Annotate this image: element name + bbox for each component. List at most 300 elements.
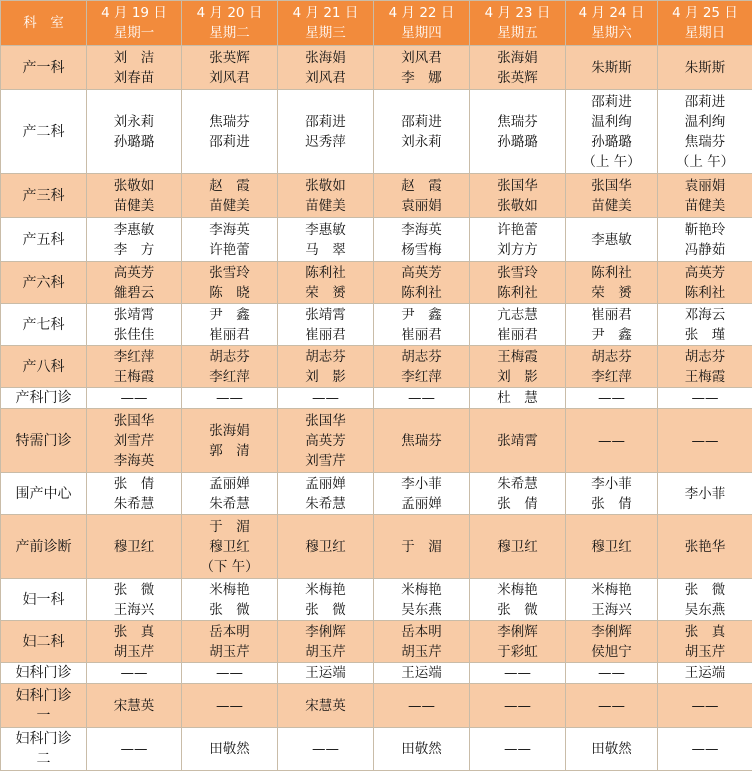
doctor-name: 马 翠 [305,241,346,258]
duty-cell [278,262,374,304]
duty-cell [87,262,182,304]
doctor-name: 孟丽婵 [401,495,442,512]
doctor-name: 陈利社 [591,264,632,281]
doctor-name: 张 真 [113,623,155,640]
schedule-row [1,174,752,218]
doctor-name: 王运端 [305,665,346,681]
doctor-name: 胡玉芹 [305,643,346,660]
doctor-name: 高英芳 [684,264,726,281]
doctor-name: 王梅霞 [684,368,726,385]
dept-name-cell [1,515,87,579]
doctor-name: 于 湄 [209,518,250,535]
duty-cell [278,621,374,663]
day-header [278,1,374,46]
doctor-name: 刘永莉 [113,113,155,130]
duty-cell [374,409,470,473]
header-row [1,1,752,46]
duty-cell [87,174,182,218]
doctor-name: 张 微 [209,601,250,618]
doctor-name: 田敬然 [401,741,442,757]
doctor-name: 王运端 [401,665,442,681]
day-weekday: 星期五 [497,25,538,41]
doctor-name: 陈利社 [305,264,346,281]
duty-cell [470,473,566,515]
schedule-row [1,684,752,728]
day-date: 4 月 19 日 [101,5,167,21]
day-weekday: 星期一 [113,25,155,41]
doctor-name: 荣 赟 [305,284,346,301]
dept-name-cell [1,174,87,218]
duty-cell [278,218,374,262]
doctor-name: 迟秀萍 [305,133,346,150]
doctor-name: 张 瑾 [684,326,726,343]
day-weekday: 星期二 [209,25,250,41]
duty-cell [470,663,566,684]
schedule-row [1,90,752,174]
doctor-name: （上 午） [582,153,641,170]
dept-name: 产五科 [22,231,65,248]
doctor-name: 荣 赟 [591,284,632,301]
doctor-name: 杜 慧 [497,390,538,406]
doctor-name: （下 午） [200,558,259,575]
duty-cell [87,728,182,771]
doctor-name: 岳本明 [209,623,250,640]
doctor-name: 张 倩 [591,495,632,512]
doctor-name: 于 湄 [401,538,442,555]
schedule-header [1,1,752,46]
doctor-name: 邵莉进 [209,133,250,150]
duty-cell [87,515,182,579]
dept-name-cell [1,409,87,473]
doctor-name: 杨雪梅 [401,241,442,258]
doctor-name: 朱斯斯 [591,59,632,76]
doctor-name: 刘雪芹 [305,452,346,469]
doctor-name: —— [120,390,148,406]
dept-name-cell [1,728,87,771]
duty-cell [87,409,182,473]
doctor-name: 刘风君 [401,49,442,66]
day-header [374,1,470,46]
dept-name: 二 [36,751,51,767]
doctor-name: 侯旭宁 [591,643,632,660]
duty-cell [658,46,752,90]
doctor-name: 焦瑞芬 [209,113,250,130]
duty-cell [470,684,566,728]
doctor-name: 孙璐璐 [591,133,632,150]
dept-name-cell [1,262,87,304]
doctor-name: 王运端 [684,665,726,681]
doctor-name: 张海娟 [305,49,346,66]
duty-cell [182,473,278,515]
doctor-name: —— [504,697,531,714]
duty-cell [87,621,182,663]
doctor-name: 朱希慧 [305,495,346,512]
dept-name: 妇科门诊 [15,731,72,747]
duty-cell [87,684,182,728]
doctor-name: —— [504,741,531,757]
duty-cell [182,218,278,262]
duty-cell [182,579,278,621]
duty-cell [374,515,470,579]
doctor-name: 崔丽君 [497,326,538,343]
doctor-name: 邵莉进 [684,93,726,110]
dept-name-cell [1,304,87,346]
duty-cell [374,621,470,663]
doctor-name: 王海兴 [591,601,632,618]
dept-column-header: 科 室 [1,1,87,46]
doctor-name: 宋慧英 [113,697,155,714]
doctor-name: 朱斯斯 [684,59,726,76]
doctor-name: 米梅艳 [497,581,538,598]
duty-cell [278,346,374,388]
duty-cell [470,304,566,346]
schedule-row [1,515,752,579]
duty-cell [658,346,752,388]
duty-cell [658,515,752,579]
doctor-name: 李红萍 [113,348,155,365]
doctor-name: 焦瑞芬 [684,133,726,150]
doctor-name: 张靖霄 [113,306,155,323]
doctor-name: —— [312,741,339,757]
schedule-row [1,346,752,388]
doctor-name: 田敬然 [209,741,250,757]
doctor-name: 穆卫红 [113,538,155,555]
doctor-name: 张 倩 [497,495,538,512]
dept-name: 妇科门诊 [15,665,72,681]
doctor-name: 张 微 [305,601,346,618]
duty-cell [182,684,278,728]
doctor-name: 李惠敏 [305,221,346,238]
day-header [182,1,278,46]
doctor-name: 李俐辉 [497,623,538,640]
doctor-name: 胡玉芹 [113,643,155,660]
day-date: 4 月 23 日 [484,5,551,21]
doctor-name: 张英辉 [497,69,538,86]
doctor-name: 邵莉进 [401,113,442,130]
doctor-name: 张 真 [684,623,726,640]
doctor-name: 李小菲 [684,485,726,502]
doctor-name: 孙璐璐 [113,133,155,150]
day-header [658,1,752,46]
doctor-name: 张 微 [684,581,726,598]
doctor-name: 苗健美 [684,197,726,214]
doctor-name: —— [216,665,243,681]
doctor-name: 胡志芬 [305,348,346,365]
doctor-name: 胡志芬 [684,348,726,365]
doctor-name: 张海娟 [497,49,538,66]
duty-cell [87,663,182,684]
doctor-name: 张艳华 [684,538,726,555]
dept-name: 产八科 [22,358,65,375]
doctor-name: —— [216,697,243,714]
schedule-row [1,218,752,262]
duty-cell [566,218,658,262]
doctor-name: 温利绚 [684,113,726,130]
duty-cell [87,346,182,388]
doctor-name: 张国华 [113,412,155,429]
duty-cell [566,515,658,579]
schedule-row [1,728,752,771]
duty-cell [470,579,566,621]
day-header [566,1,658,46]
doctor-name: 于彩虹 [497,643,538,660]
doctor-name: 胡志芬 [401,348,442,365]
doctor-name: 吴东燕 [401,601,442,618]
doctor-name: 苗健美 [209,197,250,214]
doctor-name: 朱希慧 [497,475,538,492]
duty-cell [566,663,658,684]
duty-cell [182,46,278,90]
duty-cell [182,728,278,771]
duty-cell [374,174,470,218]
doctor-name: 刘永莉 [401,133,442,150]
doctor-name: 张敬如 [497,197,538,214]
doctor-name: 张国华 [305,412,346,429]
doctor-name: 李惠敏 [113,221,155,238]
doctor-name: —— [598,390,625,406]
schedule-body [1,46,752,771]
duty-cell [566,90,658,174]
duty-cell [182,346,278,388]
doctor-name: 苗健美 [305,197,346,214]
duty-cell [278,409,374,473]
duty-cell [374,684,470,728]
doctor-name: 朱希慧 [209,495,250,512]
duty-cell [566,388,658,409]
duty-cell [658,174,752,218]
doctor-name: 张敬如 [305,177,346,194]
schedule-row [1,46,752,90]
doctor-name: 高英芳 [401,264,442,281]
doctor-name: 田敬然 [591,741,632,757]
doctor-name: 吴东燕 [684,601,726,618]
day-header [87,1,182,46]
doctor-name: 许艳蕾 [497,221,538,238]
doctor-name: 苗健美 [591,197,632,214]
doctor-name: 邓海云 [684,306,726,323]
doctor-name: 王梅霞 [113,368,155,385]
doctor-name: 崔丽君 [209,326,250,343]
doctor-name: 李海英 [113,452,155,469]
doctor-name: 胡玉芹 [401,643,442,660]
doctor-name: 李海英 [401,221,442,238]
duty-cell [374,388,470,409]
schedule-row [1,388,752,409]
duty-cell [182,409,278,473]
duty-cell [470,388,566,409]
duty-cell [87,90,182,174]
doctor-name: 张 微 [113,581,155,598]
day-weekday: 星期三 [305,25,346,41]
doctor-name: （上 午） [675,153,735,170]
doctor-name: 米梅艳 [305,581,346,598]
duty-cell [182,90,278,174]
doctor-name: 许艳蕾 [209,241,250,258]
doctor-name: 焦瑞芬 [401,432,442,449]
duty-cell [374,90,470,174]
duty-cell [278,473,374,515]
duty-cell [182,663,278,684]
doctor-name: 王海兴 [113,601,155,618]
duty-cell [278,663,374,684]
doctor-name: 张国华 [497,177,538,194]
doctor-name: 陈利社 [684,284,726,301]
dept-name-cell [1,388,87,409]
doctor-name: 冯静茹 [684,241,726,258]
day-weekday: 星期日 [684,25,726,41]
duty-cell [658,621,752,663]
schedule-row [1,663,752,684]
duty-cell [87,304,182,346]
duty-cell [658,218,752,262]
day-date: 4 月 24 日 [578,5,645,21]
duty-cell [470,218,566,262]
doctor-name: 尹 鑫 [401,306,442,323]
duty-cell [278,515,374,579]
duty-cell [566,409,658,473]
doctor-name: 刘风君 [209,69,250,86]
duty-cell [658,663,752,684]
duty-cell [658,304,752,346]
doctor-name: 袁丽娟 [401,197,442,214]
doctor-name: 刘方方 [497,241,538,258]
dept-name: 一 [36,707,51,724]
doctor-name: 郭 清 [209,442,250,459]
duty-cell [566,304,658,346]
dept-name: 特需门诊 [15,432,72,449]
doctor-name: 孙璐璐 [497,133,538,150]
dept-name-cell [1,579,87,621]
dept-name: 妇二科 [22,633,65,650]
duty-cell [566,728,658,771]
dept-name: 妇一科 [22,591,65,608]
doctor-name: 赵 霞 [209,177,250,194]
day-date: 4 月 21 日 [292,5,359,21]
duty-cell [374,728,470,771]
doctor-name: 米梅艳 [401,581,442,598]
duty-cell [470,621,566,663]
dept-name-cell [1,621,87,663]
duty-cell [566,684,658,728]
duty-cell [87,579,182,621]
schedule-row [1,473,752,515]
doctor-name: 李海英 [209,221,250,238]
doctor-name: —— [598,665,625,681]
day-header [470,1,566,46]
duty-cell [278,579,374,621]
doctor-name: 李俐辉 [591,623,632,640]
doctor-name: 李 方 [113,241,155,258]
doctor-name: 雒碧云 [113,284,155,301]
duty-cell [182,388,278,409]
doctor-name: 焦瑞芬 [497,113,538,130]
doctor-name: 米梅艳 [591,581,632,598]
doctor-name: —— [691,697,719,714]
duty-cell [470,515,566,579]
schedule-row [1,409,752,473]
doctor-name: 张靖霄 [497,432,538,449]
duty-cell [182,174,278,218]
duty-cell [278,728,374,771]
dept-name-cell [1,663,87,684]
dept-name: 产前诊断 [15,538,72,555]
day-date: 4 月 22 日 [388,5,455,21]
duty-cell [278,304,374,346]
doctor-name: 高英芳 [113,264,155,281]
duty-cell [470,174,566,218]
schedule-row [1,579,752,621]
doctor-name: —— [216,390,243,406]
doctor-name: 崔丽君 [305,326,346,343]
doctor-name: —— [408,390,435,406]
duty-cell [182,262,278,304]
duty-cell [87,218,182,262]
doctor-name: 亢志慧 [497,306,538,323]
duty-cell [278,90,374,174]
duty-cell [374,218,470,262]
duty-cell [278,684,374,728]
duty-cell [566,579,658,621]
dept-name: 产科门诊 [15,390,72,406]
duty-cell [182,621,278,663]
day-weekday: 星期四 [401,25,442,41]
doctor-name: 穆卫红 [497,538,538,555]
doctor-name: —— [691,390,719,406]
doctor-name: —— [691,432,719,449]
duty-cell [658,728,752,771]
doctor-name: 尹 鑫 [209,306,250,323]
day-weekday: 星期六 [591,25,632,41]
doctor-name: 王梅霞 [497,348,538,365]
dept-name: 产六科 [22,274,65,291]
doctor-name: —— [120,665,148,681]
doctor-name: 刘 影 [305,368,346,385]
duty-cell [87,46,182,90]
dept-name-cell [1,218,87,262]
doctor-name: 刘雪芹 [113,432,155,449]
duty-cell [470,409,566,473]
dept-name: 产七科 [22,316,65,333]
doctor-name: —— [120,741,148,757]
doctor-name: 李红萍 [591,368,632,385]
doctor-name: 高英芳 [305,432,346,449]
doctor-name: 穆卫红 [591,538,632,555]
duty-cell [658,684,752,728]
dept-name-cell [1,684,87,728]
doctor-name: 张 微 [497,601,538,618]
doctor-name: 苗健美 [113,197,155,214]
doctor-name: 崔丽君 [591,306,632,323]
doctor-name: 刘风君 [305,69,346,86]
doctor-name: 李红萍 [401,368,442,385]
doctor-name: 张 倩 [113,475,155,492]
duty-cell [658,579,752,621]
doctor-name: 胡志芬 [209,348,250,365]
duty-cell [278,174,374,218]
duty-cell [278,46,374,90]
doctor-name: 李小菲 [591,475,632,492]
doctor-name: 陈 晓 [209,284,250,301]
duty-cell [374,579,470,621]
doctor-name: 胡玉芹 [209,643,250,660]
doctor-name: 尹 鑫 [591,326,632,343]
doctor-name: —— [598,432,625,449]
duty-cell [470,262,566,304]
doctor-name: 米梅艳 [209,581,250,598]
dept-name-cell [1,46,87,90]
doctor-name: 李 娜 [401,69,442,86]
doctor-name: —— [408,697,435,714]
